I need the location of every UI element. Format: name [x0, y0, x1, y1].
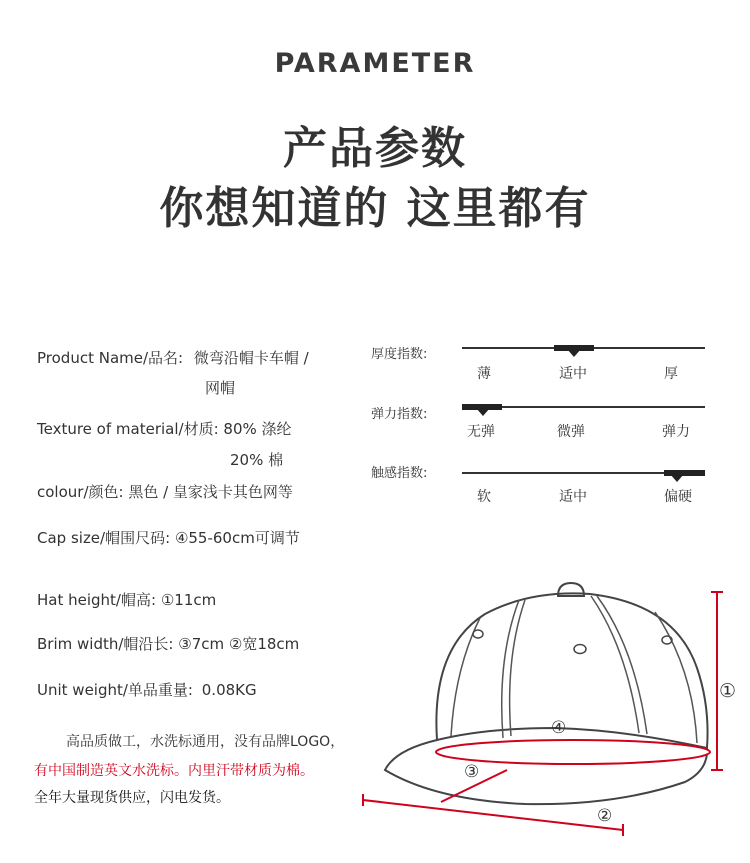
marker-hat-height: ①	[719, 680, 737, 702]
spec-hat-height-value: ①11cm	[160, 591, 217, 609]
meter-touch-indicator	[670, 474, 684, 482]
spec-material	[37, 418, 292, 439]
spec-unit-weight-label: Unit weight/单品重量:	[37, 681, 193, 699]
spec-hat-height	[37, 589, 216, 610]
meter-thickness-indicator	[567, 349, 581, 357]
spec-hat-height-label: Hat height/帽高:	[37, 591, 157, 609]
note-line-2: 有中国制造英文水洗标。内里汗带材质为棉。	[34, 763, 314, 779]
spec-unit-weight	[37, 679, 257, 700]
spec-product-name-value: 微弯沿帽卡车帽 /	[193, 349, 309, 367]
spec-colour	[37, 481, 293, 502]
spec-brim-width	[37, 633, 299, 654]
marker-brim-width: ②	[597, 806, 613, 826]
spec-colour-label: colour/颜色:	[37, 483, 124, 501]
meter-elasticity-indicator	[476, 408, 490, 416]
spec-cap-size	[37, 527, 300, 548]
marker-brim-length: ③	[464, 762, 480, 782]
meter-elasticity-level-1: 无弹	[467, 424, 495, 440]
cap-circumference-marker	[436, 740, 710, 764]
page-title-cn: 产品参数	[283, 123, 467, 174]
meter-elasticity-level-3: 弹力	[662, 424, 690, 440]
meter-touch-level-1: 软	[477, 489, 491, 505]
spec-unit-weight-value: 0.08KG	[201, 681, 257, 699]
cap-eyelet-center	[574, 645, 586, 654]
spec-cap-size-value: ④55-60cm可调节	[174, 529, 300, 547]
spec-material-value-cont: 20% 棉	[230, 451, 284, 469]
spec-product-name-value-cont: 网帽	[205, 379, 236, 397]
cap-diagram	[355, 578, 750, 838]
spec-product-name-label: Product Name/品名:	[37, 349, 184, 367]
meter-elasticity-label: 弹力指数:	[371, 407, 428, 422]
meter-thickness-level-2: 适中	[559, 366, 587, 382]
meter-elasticity-level-2: 微弹	[557, 424, 585, 440]
meter-thickness-level-1: 薄	[477, 366, 491, 382]
page-title-en: PARAMETER	[274, 48, 476, 79]
marker-circumference: ④	[551, 718, 567, 738]
note-line-3: 全年大量现货供应，闪电发货。	[34, 790, 230, 806]
page-subtitle-cn: 你想知道的 这里都有	[159, 183, 591, 234]
spec-material-label: Texture of material/材质:	[37, 420, 219, 438]
spec-colour-value: 黑色 / 皇家浅卡其色网等	[128, 483, 293, 501]
brim-width-line	[363, 800, 623, 830]
spec-brim-width-label: Brim width/帽沿长:	[37, 635, 174, 653]
spec-brim-width-value: ③7cm ②宽18cm	[178, 635, 300, 653]
note-line-1: 高品质做工，水洗标通用，没有品牌LOGO，	[66, 734, 345, 750]
meter-touch-level-2: 适中	[559, 489, 587, 505]
meter-touch-level-3: 偏硬	[664, 489, 692, 505]
meter-thickness-level-3: 厚	[664, 366, 678, 382]
cap-brim	[385, 740, 707, 804]
spec-product-name	[37, 347, 309, 368]
cap-seam-side-left	[451, 618, 480, 736]
cap-crown	[436, 593, 707, 748]
meter-touch-label: 触感指数:	[371, 466, 428, 481]
cap-eyelet-left	[473, 630, 483, 638]
meter-thickness-label: 厚度指数:	[371, 347, 428, 362]
spec-cap-size-label: Cap size/帽围尺码:	[37, 529, 171, 547]
spec-material-value: 80% 涤纶	[223, 420, 292, 438]
